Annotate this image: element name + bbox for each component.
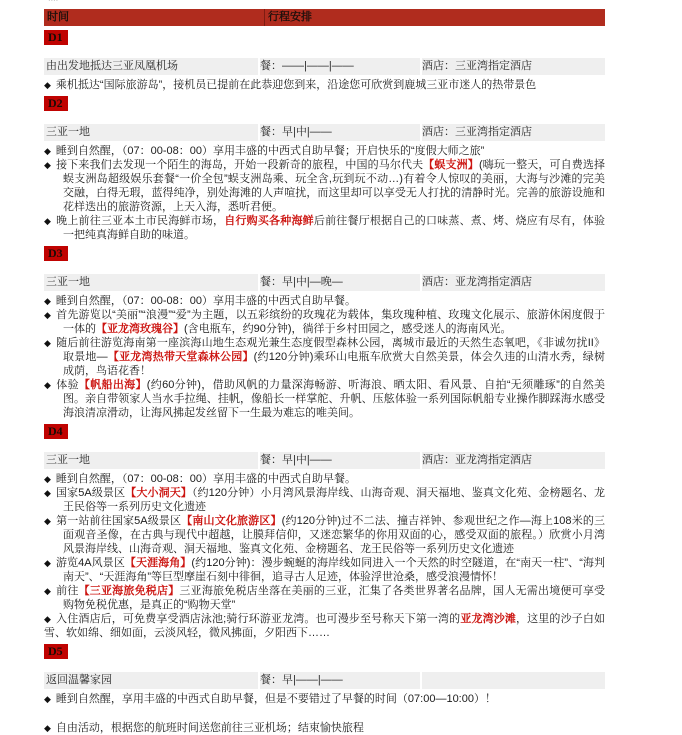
itinerary-title-cell: 三亚一地 [44, 452, 258, 469]
bullet-diamond-icon: ◆ [44, 146, 51, 156]
day-section-d3 [44, 242, 605, 420]
bullet-diamond-icon: ◆ [44, 216, 52, 226]
bullet-item [44, 336, 605, 378]
bullet-text: (约120分钟)：漫步蜿蜒的海岸线如同进入一个天然的时空隧道，在“南天一柱”、“海判南天”、“天涯海角”等巨型摩崖石刻中徘徊，追寻古人足迹，体验浮世沧桑，感受浪漫情怀！ [63, 557, 606, 583]
day-badge: D5 [44, 644, 68, 659]
bullet-text: 游览4A风景区 [56, 557, 125, 569]
highlight-text: 【大小洞天】 [125, 487, 192, 499]
bullet-text: 睡到自然醒，（07：00-08：00）享用丰盛的中西式自助早餐。 [55, 295, 357, 307]
bullet-diamond-icon: ◆ [44, 296, 51, 306]
hotel-cell [422, 672, 605, 689]
day-badge: D1 [44, 30, 68, 45]
bullet-diamond-icon: ◆ [44, 474, 51, 484]
bullet-item [44, 78, 605, 92]
bullet-item [44, 721, 605, 735]
bullet-text: (约120分钟)过不二法、撞吉祥钟、参观世纪之作—海上108米的三面观音圣像，在古典与现代中超越，让膜拜信仰，又迷恋繁华的你用双面的心，感受双面的旅程。）欣赏小月湾风景海岸线、山海奇观、洞天福地、鉴真文化苑、金榜题名、龙王民俗等一系列历史文化遗迹 [63, 515, 606, 555]
bullet-text: 首先游览以“美丽”“浪漫”“爱”为主题，以五彩缤纷的玫瑰花为载体，集玫瑰种植、玫瑰文化展示、旅游休闲度假于一体的 [56, 309, 605, 335]
bullet-item [44, 584, 605, 612]
itinerary-title-cell: 返回温馨家园 [44, 672, 258, 689]
bullet-item [44, 214, 605, 242]
bullet-text: 晚上前往三亚本土市民海鲜市场， [56, 215, 225, 227]
day-badge: D4 [44, 424, 68, 439]
day-bullets [44, 472, 605, 640]
bullet-item [44, 294, 605, 308]
bullet-text: 三亚海旅免税店坐落在美丽的三亚，汇集了各类世界著名品牌，国人无需出境便可享受购物免税优惠，是真正的“购物天堂” [63, 585, 606, 611]
itinerary-title-cell: 三亚一地 [44, 124, 258, 141]
hotel-cell: 酒店：三亚湾指定酒店 [422, 58, 605, 75]
bullet-item [44, 514, 605, 556]
cropped-text-fragment: ᠁ [46, 0, 58, 7]
highlight-text: 【亚龙湾热带天堂森林公园】 [107, 351, 254, 363]
bullet-item [44, 486, 605, 514]
bullet-diamond-icon: ◆ [44, 586, 52, 596]
bullet-text: (嗨玩一整天，可自费选择蜈支洲岛超级娱乐套餐“一价全包”蜈支洲岛乘、玩全含,玩到玩不动…)有着令人惊叹的美丽，大海与沙滩的完美交融，白得无瑕，蓝得纯净，别处海滩的人声喧扰，而这里却可以享受无人打扰的清静时光。完善的旅游设施和花样迭出的旅游资源，上天入海，悉听君便。 [63, 159, 606, 213]
day-info-row [44, 274, 605, 291]
itinerary-document [44, 9, 605, 735]
day-info-row [44, 124, 605, 141]
meal-cell: 餐：早|中|—晚— [260, 274, 420, 291]
bullet-item [44, 144, 605, 158]
bullet-diamond-icon: ◆ [44, 380, 52, 390]
bullet-text: 接下来我们去发现一个陌生的海岛，开始一段新奇的旅程，中国的马尔代夫 [56, 159, 424, 171]
meal-cell: 餐：早|——|—— [260, 672, 420, 689]
bullet-text: 前往 [56, 585, 79, 597]
day-badge: D2 [44, 96, 68, 111]
day-section-d5 [44, 640, 605, 735]
highlight-text: 亚龙湾沙滩 [460, 613, 517, 625]
day-bullets [44, 692, 605, 735]
bullet-diamond-icon: ◆ [44, 614, 52, 624]
bullet-text: 自由活动，根据您的航班时间送您前往三亚机场；结束愉快旅程 [55, 722, 364, 734]
bullet-item [44, 556, 605, 584]
hotel-cell: 酒店：亚龙湾指定酒店 [422, 274, 605, 291]
bullet-text: 体验 [56, 379, 79, 391]
bullet-text: 后前往餐厅根据自己的口味蒸、煮、烤、烧应有尽有，体验一把纯真海鲜自助的味道。 [63, 215, 606, 241]
bullet-item [44, 158, 605, 214]
day-section-d2 [44, 92, 605, 242]
bullet-text: 第一站前往国家5A级景区 [56, 515, 182, 527]
meal-cell: 餐：早|中|—— [260, 452, 420, 469]
highlight-text: 【天涯海角】 [124, 557, 192, 569]
bullet-text: 国家5A级景区 [56, 487, 126, 499]
bullet-diamond-icon: ◆ [44, 723, 51, 733]
day-bullets [44, 144, 605, 242]
bullet-item [44, 378, 605, 420]
table-header-itinerary: 行程安排 [268, 11, 312, 23]
bullet-diamond-icon: ◆ [44, 160, 52, 170]
bullet-text: 睡到自然醒，（07：00-08：00）享用丰盛的中西式自助早餐。 [55, 473, 357, 485]
day-badge: D3 [44, 246, 68, 261]
bullet-diamond-icon: ◆ [44, 694, 51, 704]
highlight-text: 【南山文化旅游区】 [181, 515, 282, 527]
table-header-row [44, 9, 605, 26]
bullet-text: (含电瓶车，约90分钟)，徜徉于乡村田园之，感受迷人的海南风光。 [184, 323, 512, 335]
bullet-item [44, 472, 605, 486]
days-container [44, 26, 605, 735]
day-bullets [44, 78, 605, 92]
bullet-text: ，这里的沙子白如雪、软如绵、细如面，云淡风轻，微风拂面，夕阳西下…… [44, 613, 605, 639]
bullet-diamond-icon: ◆ [44, 310, 52, 320]
day-info-row [44, 672, 605, 689]
bullet-text: (约60分钟)，借助风帆的力量深海畅游、听海浪、晒太阳、看风景、自拍“无须雕琢”的自然美图。亲自带领家人当水手拉绳、挂帆，像船长一样掌舵、升帆、压舷体验一系列国际帆船专业操作脚踩海水感受海浪清凉滑动，让海风拂起发丝留下一生最为难忘的唯美间。 [63, 379, 606, 419]
bullet-diamond-icon: ◆ [44, 80, 51, 90]
highlight-text: 【蜈支洲】 [423, 159, 479, 171]
bullet-text: （约120分钟）小月湾风景海岸线、山海奇观、洞天福地、鉴真文化苑、金榜题名、龙王民俗等一系列历史文化遗迹 [63, 487, 606, 513]
bullet-item [44, 308, 605, 336]
day-info-row [44, 58, 605, 75]
bullet-text: 随后前往游览海南第一座滨海山地生态观光兼生态度假型森林公园，离城市最近的天然生态氧吧，《非诚勿扰II》取景地— [56, 337, 606, 363]
itinerary-title-cell: 由出发地抵达三亚凤凰机场 [44, 58, 258, 75]
itinerary-title-cell: 三亚一地 [44, 274, 258, 291]
highlight-text: 【三亚海旅免税店】 [78, 585, 180, 597]
bullet-diamond-icon: ◆ [44, 338, 52, 348]
day-section-d1 [44, 26, 605, 92]
bullet-item [44, 692, 605, 706]
bullet-text: 睡到自然醒，享用丰盛的中西式自助早餐，但是不要错过了早餐的时间（07:00—10:00）！ [55, 693, 496, 705]
hotel-cell: 酒店：亚龙湾指定酒店 [422, 452, 605, 469]
highlight-text: 【帆船出海】 [78, 379, 147, 391]
bullet-text: 入住酒店后，可免费享受酒店泳池;骑行环游亚龙湾。也可漫步至号称天下第一湾的 [56, 613, 461, 625]
bullet-text: 乘机抵达“国际旅游岛”，接机员已提前在此恭迎您到来，沿途您可欣赏到鹿城三亚市迷人的热带景色 [55, 79, 537, 91]
meal-cell: 餐：早|中|—— [260, 124, 420, 141]
highlight-text: 自行购买各种海鲜 [224, 215, 314, 227]
day-section-d4 [44, 420, 605, 640]
day-info-row [44, 452, 605, 469]
bullet-text: (约120分钟)乘环山电瓶车欣赏大自然美景，体会久违的山清水秀，绿树成荫，鸟语花香！ [63, 351, 606, 377]
bullet-diamond-icon: ◆ [44, 488, 52, 498]
bullet-text: 睡到自然醒，（07：00-08：00）享用丰盛的中西式自助早餐；开启快乐的“度假大师之旅” [55, 145, 485, 157]
meal-cell: 餐：——|——|—— [260, 58, 420, 75]
hotel-cell: 酒店：三亚湾指定酒店 [422, 124, 605, 141]
bullet-diamond-icon: ◆ [44, 558, 51, 568]
highlight-text: 【亚龙湾玫瑰谷】 [96, 323, 184, 335]
bullet-diamond-icon: ◆ [44, 516, 52, 526]
day-bullets [44, 294, 605, 420]
bullet-item [44, 612, 605, 640]
table-header-time: 时间 [44, 9, 265, 26]
